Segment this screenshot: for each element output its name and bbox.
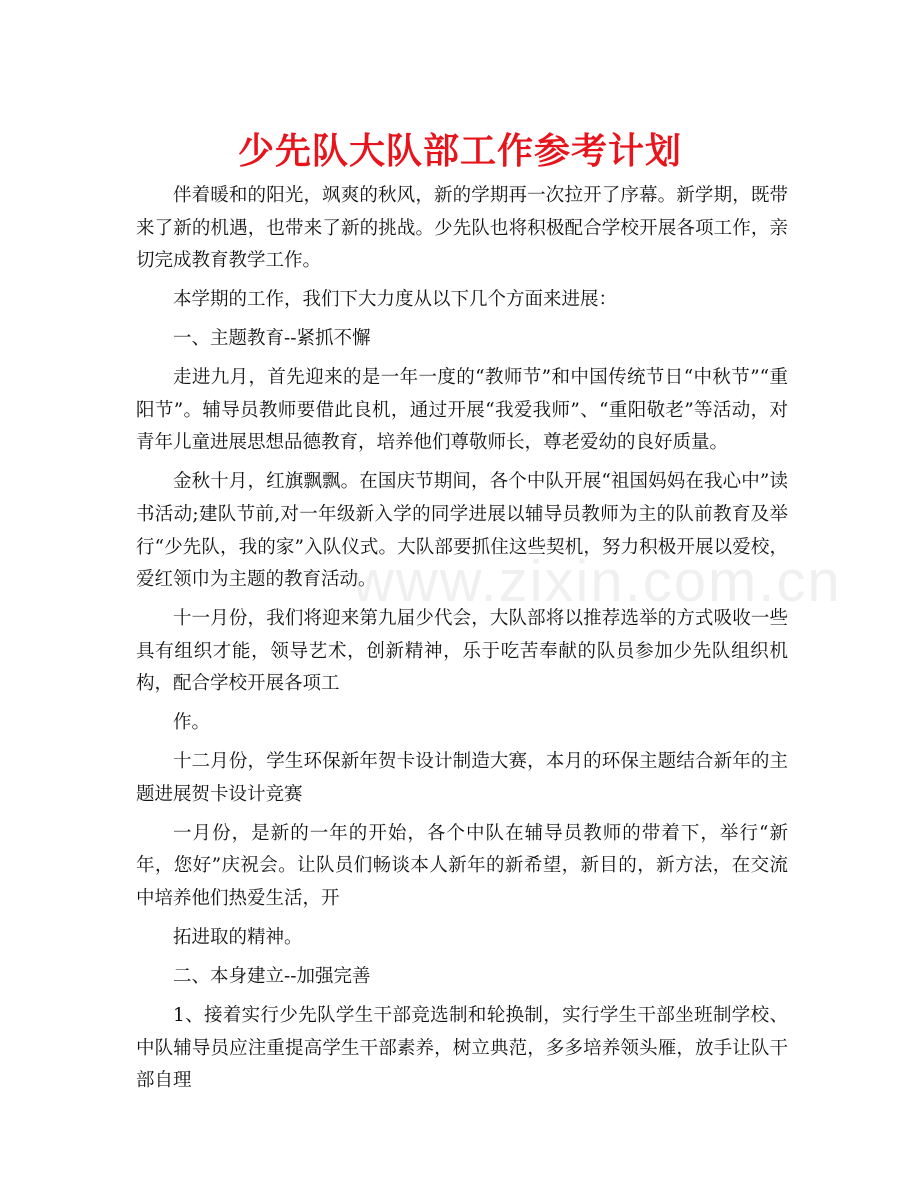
section-heading: 一、主题教育--紧抓不懈 [173, 328, 371, 350]
paragraph: 拓进取的精神。 [173, 926, 303, 948]
paragraph: 金秋十月，红旗飘飘。在国庆节期间，各个中队开展“祖国妈妈在我心中”读书活动;建队节前,对一年级新入学的同学进展以辅导员教师为主的队前教育及举行“少先队，我的家”入队仪式。大队部要抓住这些契机，努力积极开展以爱校，爱红领巾为主题的教育活动。 [136, 471, 788, 591]
paragraph: 伴着暖和的阳光，飒爽的秋风，新的学期再一次拉开了序幕。新学期，既带来了新的机遇，也带来了新的挑战。少先队也将积极配合学校开展各项工作，亲切完成教育教学工作。 [136, 185, 788, 272]
paragraph: 走进九月，首先迎来的是一年一度的“教师节”和中国传统节日“中秋节”“重阳节”。辅导员教师要借此良机，通过开展“我爱我师”、“重阳敬老”等活动，对青年儿童进展思想品德教育，培养他们尊敬师长，尊老爱幼的良好质量。 [136, 367, 788, 454]
document-title: 少先队大队部工作参考计划 [237, 130, 682, 172]
paragraph: 作。 [173, 712, 211, 734]
section-heading: 二、本身建立--加强完善 [173, 965, 371, 987]
document-body [136, 180, 788, 1104]
paragraph: 本学期的工作，我们下大力度从以下几个方面来进展： [173, 289, 618, 311]
paragraph: 一月份，是新的一年的开始，各个中队在辅导员教师的带着下，举行“新年，您好”庆祝会。让队员们畅谈本人新年的新希望，新目的，新方法，在交流中培养他们热爱生活，开 [136, 822, 788, 909]
watermark: www.zixin.com.cn [352, 549, 842, 614]
paragraph: 十一月份，我们将迎来第九届少代会，大队部将以推荐选举的方式吸收一些具有组织才能，领导艺术，创新精神，乐于吃苦奉献的队员参加少先队组织机构，配合学校开展各项工 [136, 608, 788, 695]
paragraph: 十二月份，学生环保新年贺卡设计制造大赛，本月的环保主题结合新年的主题进展贺卡设计竞赛 [136, 751, 788, 805]
paragraph: 1、接着实行少先队学生干部竞选制和轮换制，实行学生干部坐班制学校、中队辅导员应注重提高学生干部素养，树立典范，多多培养领头雁，放手让队干部自理 [136, 1004, 788, 1092]
